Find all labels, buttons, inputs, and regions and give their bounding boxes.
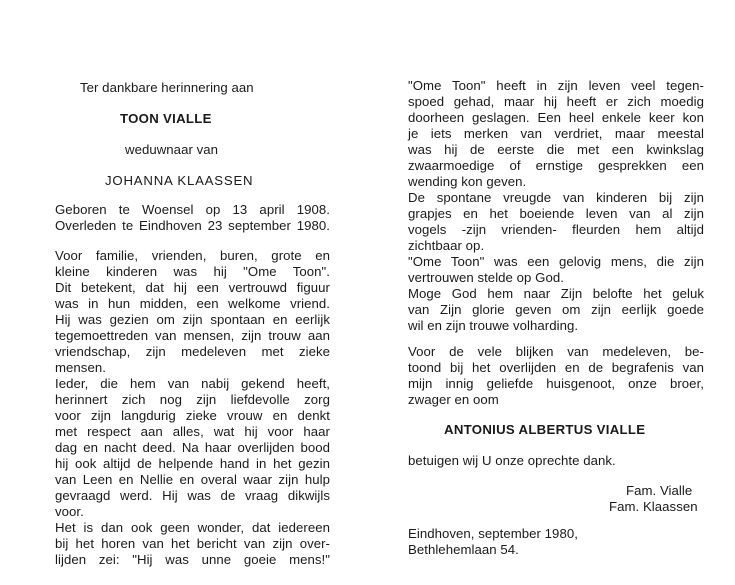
birth-line: Geboren te Woensel op 13 april 1908.: [55, 202, 330, 217]
thanks-line: Voor de vele blijken van medeleven, be-: [408, 344, 704, 359]
body-line: Voor familie, vrienden, buren, grote en: [55, 248, 330, 263]
body-line: lijden zei: "Hij was unne goeie mens!": [55, 552, 330, 567]
thanks-line: mijn innig geliefde huisgenoot, onze broer,: [408, 376, 704, 391]
body-line: van Leen en Nellie en overal waar zijn hulp: [55, 472, 330, 487]
body-line: wending kon geven.: [408, 174, 527, 189]
full-name: ANTONIUS ALBERTUS VIALLE: [444, 422, 646, 437]
family-vialle: Fam. Vialle: [626, 483, 693, 498]
body-line: was hij de eerste die met een kwinkslag: [408, 142, 704, 157]
body-line: zichtbaar op.: [408, 238, 485, 253]
body-line: Het is dan ook geen wonder, dat iedereen: [55, 520, 330, 535]
body-line: vriendschap, zijn medeleven met zieke: [55, 344, 330, 359]
body-line: kleine kinderen was hij "Ome Toon".: [55, 264, 330, 279]
body-line: "Ome Toon" heeft in zijn leven veel tegen-: [408, 78, 704, 93]
body-line: vertrouwen stelde op God.: [408, 270, 564, 285]
thanks-line: toond bij het overlijden en de begrafenis van: [408, 360, 704, 375]
body-line: zwaarmoedige of ernstige gesprekken een: [408, 158, 704, 173]
family-klaassen: Fam. Klaassen: [609, 499, 698, 514]
body-line: Ieder, die hem van nabij gekend heeft,: [55, 376, 330, 391]
death-line: Overleden te Eindhoven 23 september 1980.: [55, 218, 330, 233]
body-line: van Zijn glorie geven om zijn eerlijk goede: [408, 302, 704, 317]
body-line: gevraagd werd. Hij was de vraag dikwijls: [55, 488, 330, 503]
body-line: voor zijn langdurig zieke vrouw en denkt: [55, 408, 330, 423]
deceased-name: TOON VIALLE: [120, 111, 212, 126]
body-line: Dit betekent, dat hij een vertrouwd figuur: [55, 280, 330, 295]
body-line: Hij was gezien om zijn spontaan en eerlijk: [55, 312, 330, 327]
body-line: je iets merken van verdriet, maar meestal: [408, 126, 704, 141]
address: Bethlehemlaan 54.: [408, 542, 519, 557]
body-line: dag en nacht deed. Na haar overlijden bood: [55, 440, 330, 455]
body-line: tegemoettreden van mensen, zijn trouw aan: [55, 328, 330, 343]
body-line: wil en zijn trouwe volharding.: [408, 318, 579, 333]
body-line: hij ook altijd de helpende hand in het gezin: [55, 456, 330, 471]
body-line: voor.: [55, 504, 84, 519]
place-date: Eindhoven, september 1980,: [408, 526, 578, 541]
body-line: doorheen geslagen. Een heel enkele keer kon: [408, 110, 704, 125]
body-line: met respect aan alles, wat hij voor haar: [55, 424, 330, 439]
body-line: bij het horen van het bericht van zijn over-: [55, 536, 330, 551]
body-line: De spontane vreugde van kinderen bij zijn: [408, 190, 704, 205]
body-line: mensen.: [55, 360, 106, 375]
intro-text: Ter dankbare herinnering aan: [80, 80, 254, 95]
body-line: spoed gehad, maar hij heeft er zich moedig: [408, 94, 704, 109]
body-line: vogels -zijn vrienden- fleurden hem altijd: [408, 222, 704, 237]
widower-label: weduwnaar van: [125, 142, 219, 157]
body-line: grapjes en het boeiende leven van al zijn: [408, 206, 704, 221]
thanks-line: zwager en oom: [408, 392, 499, 407]
body-line: herinnert zich nog zijn liefdevolle zorg: [55, 392, 330, 407]
gratitude-line: betuigen wij U onze oprechte dank.: [408, 453, 616, 468]
spouse-name: JOHANNA KLAASSEN: [105, 173, 254, 188]
body-line: "Ome Toon" was een gelovig mens, die zijn: [408, 254, 704, 269]
body-line: Moge God hem naar Zijn belofte het geluk: [408, 286, 704, 301]
body-line: was in hun midden, een welkome vriend.: [55, 296, 330, 311]
